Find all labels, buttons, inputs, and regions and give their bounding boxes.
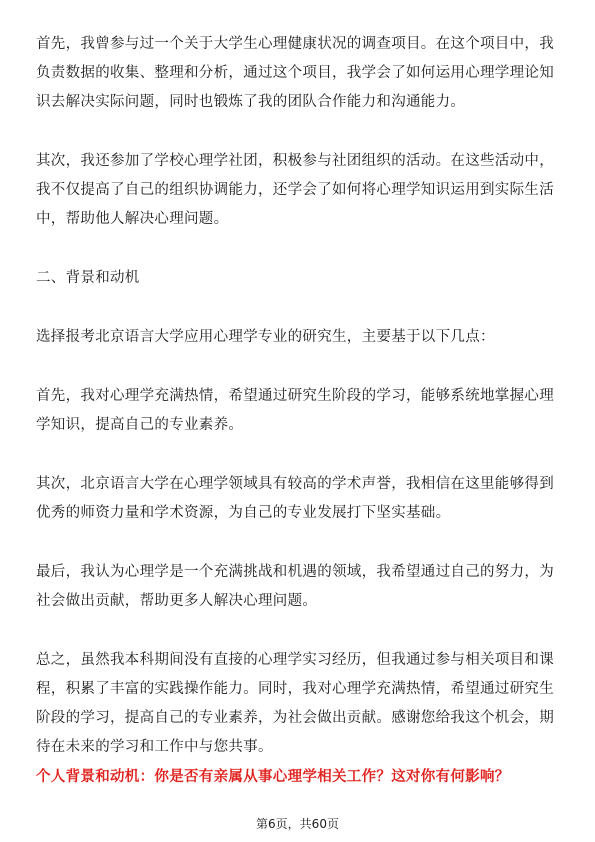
interview-question: 个人背景和动机：你是否有亲属从事心理学相关工作？这对你有何影响？ xyxy=(36,769,510,785)
paragraph-motivation-reputation: 其次，北京语言大学在心理学领域具有较高的学术声誉，我相信在这里能够得到优秀的师资力量和学术资源，为自己的专业发展打下坚实基础。 xyxy=(36,476,554,521)
paragraph-project-experience: 首先，我曾参与过一个关于大学生心理健康状况的调查项目。在这个项目中，我负责数据的收集、整理和分析，通过这个项目，我学会了如何运用心理学理论知识去解决实际问题，同时也锻炼了我的团队合作能力和沟通能力。 xyxy=(36,36,554,110)
page-number-footer: 第6页，共60页 xyxy=(256,817,339,831)
paragraph-psychology-club: 其次，我还参加了学校心理学社团，积极参与社团组织的活动。在这些活动中，我不仅提高了自己的组织协调能力，还学会了如何将心理学知识运用到实际生活中，帮助他人解决心理问题。 xyxy=(36,153,554,227)
document-body xyxy=(36,30,564,792)
paragraph-motivation-passion: 首先，我对心理学充满热情，希望通过研究生阶段的学习，能够系统地掌握心理学知识，提高自己的专业素养。 xyxy=(36,388,554,433)
section-heading-background-motivation: 二、背景和动机 xyxy=(36,270,140,286)
paragraph-conclusion: 总之，虽然我本科期间没有直接的心理学实习经历，但我通过参与相关项目和课程，积累了丰富的实践操作能力。同时，我对心理学充满热情，希望通过研究生阶段的学习，提高自己的专业素养，为社会做出贡献。感谢您给我这个机会，期待在未来的学习和工作中与您共事。 xyxy=(36,652,554,755)
paragraph-motivation-intro: 选择报考北京语言大学应用心理学专业的研究生，主要基于以下几点： xyxy=(36,329,495,345)
paragraph-motivation-contribution: 最后，我认为心理学是一个充满挑战和机遇的领域，我希望通过自己的努力，为社会做出贡献，帮助更多人解决心理问题。 xyxy=(36,564,554,609)
